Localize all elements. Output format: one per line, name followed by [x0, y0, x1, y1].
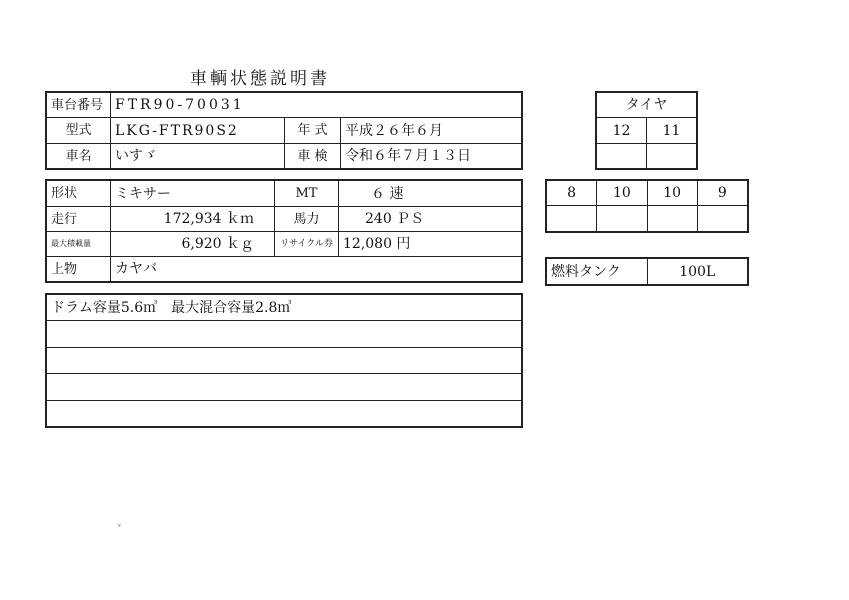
- tire-header: タイヤ: [597, 93, 697, 118]
- rear-tire-value: 10: [597, 181, 647, 206]
- power-value: 240 ＰＳ: [339, 207, 522, 232]
- model-label: 型式: [47, 118, 111, 144]
- shape-label: 形状: [47, 181, 111, 207]
- front-left-tire-value: 12: [597, 118, 647, 144]
- maker-value: いすゞ: [111, 144, 285, 169]
- front-tire-table: [596, 92, 697, 169]
- body-label: 上物: [47, 257, 111, 282]
- document-title: 車輌状態説明書: [190, 69, 330, 89]
- year-value: 平成２６年６月: [341, 118, 522, 144]
- transmission-value: ６ 速: [339, 181, 522, 207]
- max-load-label: 最大積載量: [47, 232, 111, 257]
- inspection-label: 車 検: [285, 144, 341, 169]
- notes-line: [47, 321, 522, 348]
- vehicle-info-table: [46, 92, 522, 169]
- chassis-number-value: FTR90-70031: [111, 93, 522, 118]
- notes-line: [47, 348, 522, 374]
- inspection-value: 令和６年７月１３日: [341, 144, 522, 169]
- spec-table: [46, 180, 522, 282]
- notes-line: ドラム容量5.6㎥ 最大混合容量2.8㎥: [47, 295, 522, 321]
- rear-tire-blank: [647, 206, 697, 232]
- transmission-label: MT: [275, 181, 339, 207]
- mileage-value: 172,934 ｋｍ: [111, 207, 275, 232]
- front-right-tire-blank: [647, 144, 697, 169]
- max-load-value: 6,920 ｋｇ: [111, 232, 275, 257]
- rear-tire-table: [546, 180, 748, 232]
- body-value: カヤバ: [111, 257, 522, 282]
- rear-tire-value: 10: [647, 181, 697, 206]
- rear-tire-blank: [547, 206, 597, 232]
- shape-value: ミキサー: [111, 181, 275, 207]
- notes-line: [47, 401, 522, 427]
- power-label: 馬力: [275, 207, 339, 232]
- rear-tire-blank: [697, 206, 747, 232]
- rear-tire-value: 9: [697, 181, 747, 206]
- notes-table: [46, 294, 522, 427]
- year-label: 年 式: [285, 118, 341, 144]
- model-value: LKG-FTR90S2: [111, 118, 285, 144]
- mileage-label: 走行: [47, 207, 111, 232]
- recycle-fee-label: リサイクル券: [275, 232, 339, 257]
- chassis-number-label: 車台番号: [47, 93, 111, 118]
- front-right-tire-value: 11: [647, 118, 697, 144]
- stray-scan-mark: ᵛ: [118, 522, 121, 531]
- notes-line: [47, 374, 522, 401]
- recycle-fee-value: 12,080 円: [339, 232, 522, 257]
- maker-label: 車名: [47, 144, 111, 169]
- fuel-tank-value: 100L: [647, 259, 748, 285]
- fuel-tank-table: [546, 258, 748, 285]
- rear-tire-blank: [597, 206, 647, 232]
- rear-tire-value: 8: [547, 181, 597, 206]
- front-left-tire-blank: [597, 144, 647, 169]
- fuel-tank-label: 燃料タンク: [547, 259, 648, 285]
